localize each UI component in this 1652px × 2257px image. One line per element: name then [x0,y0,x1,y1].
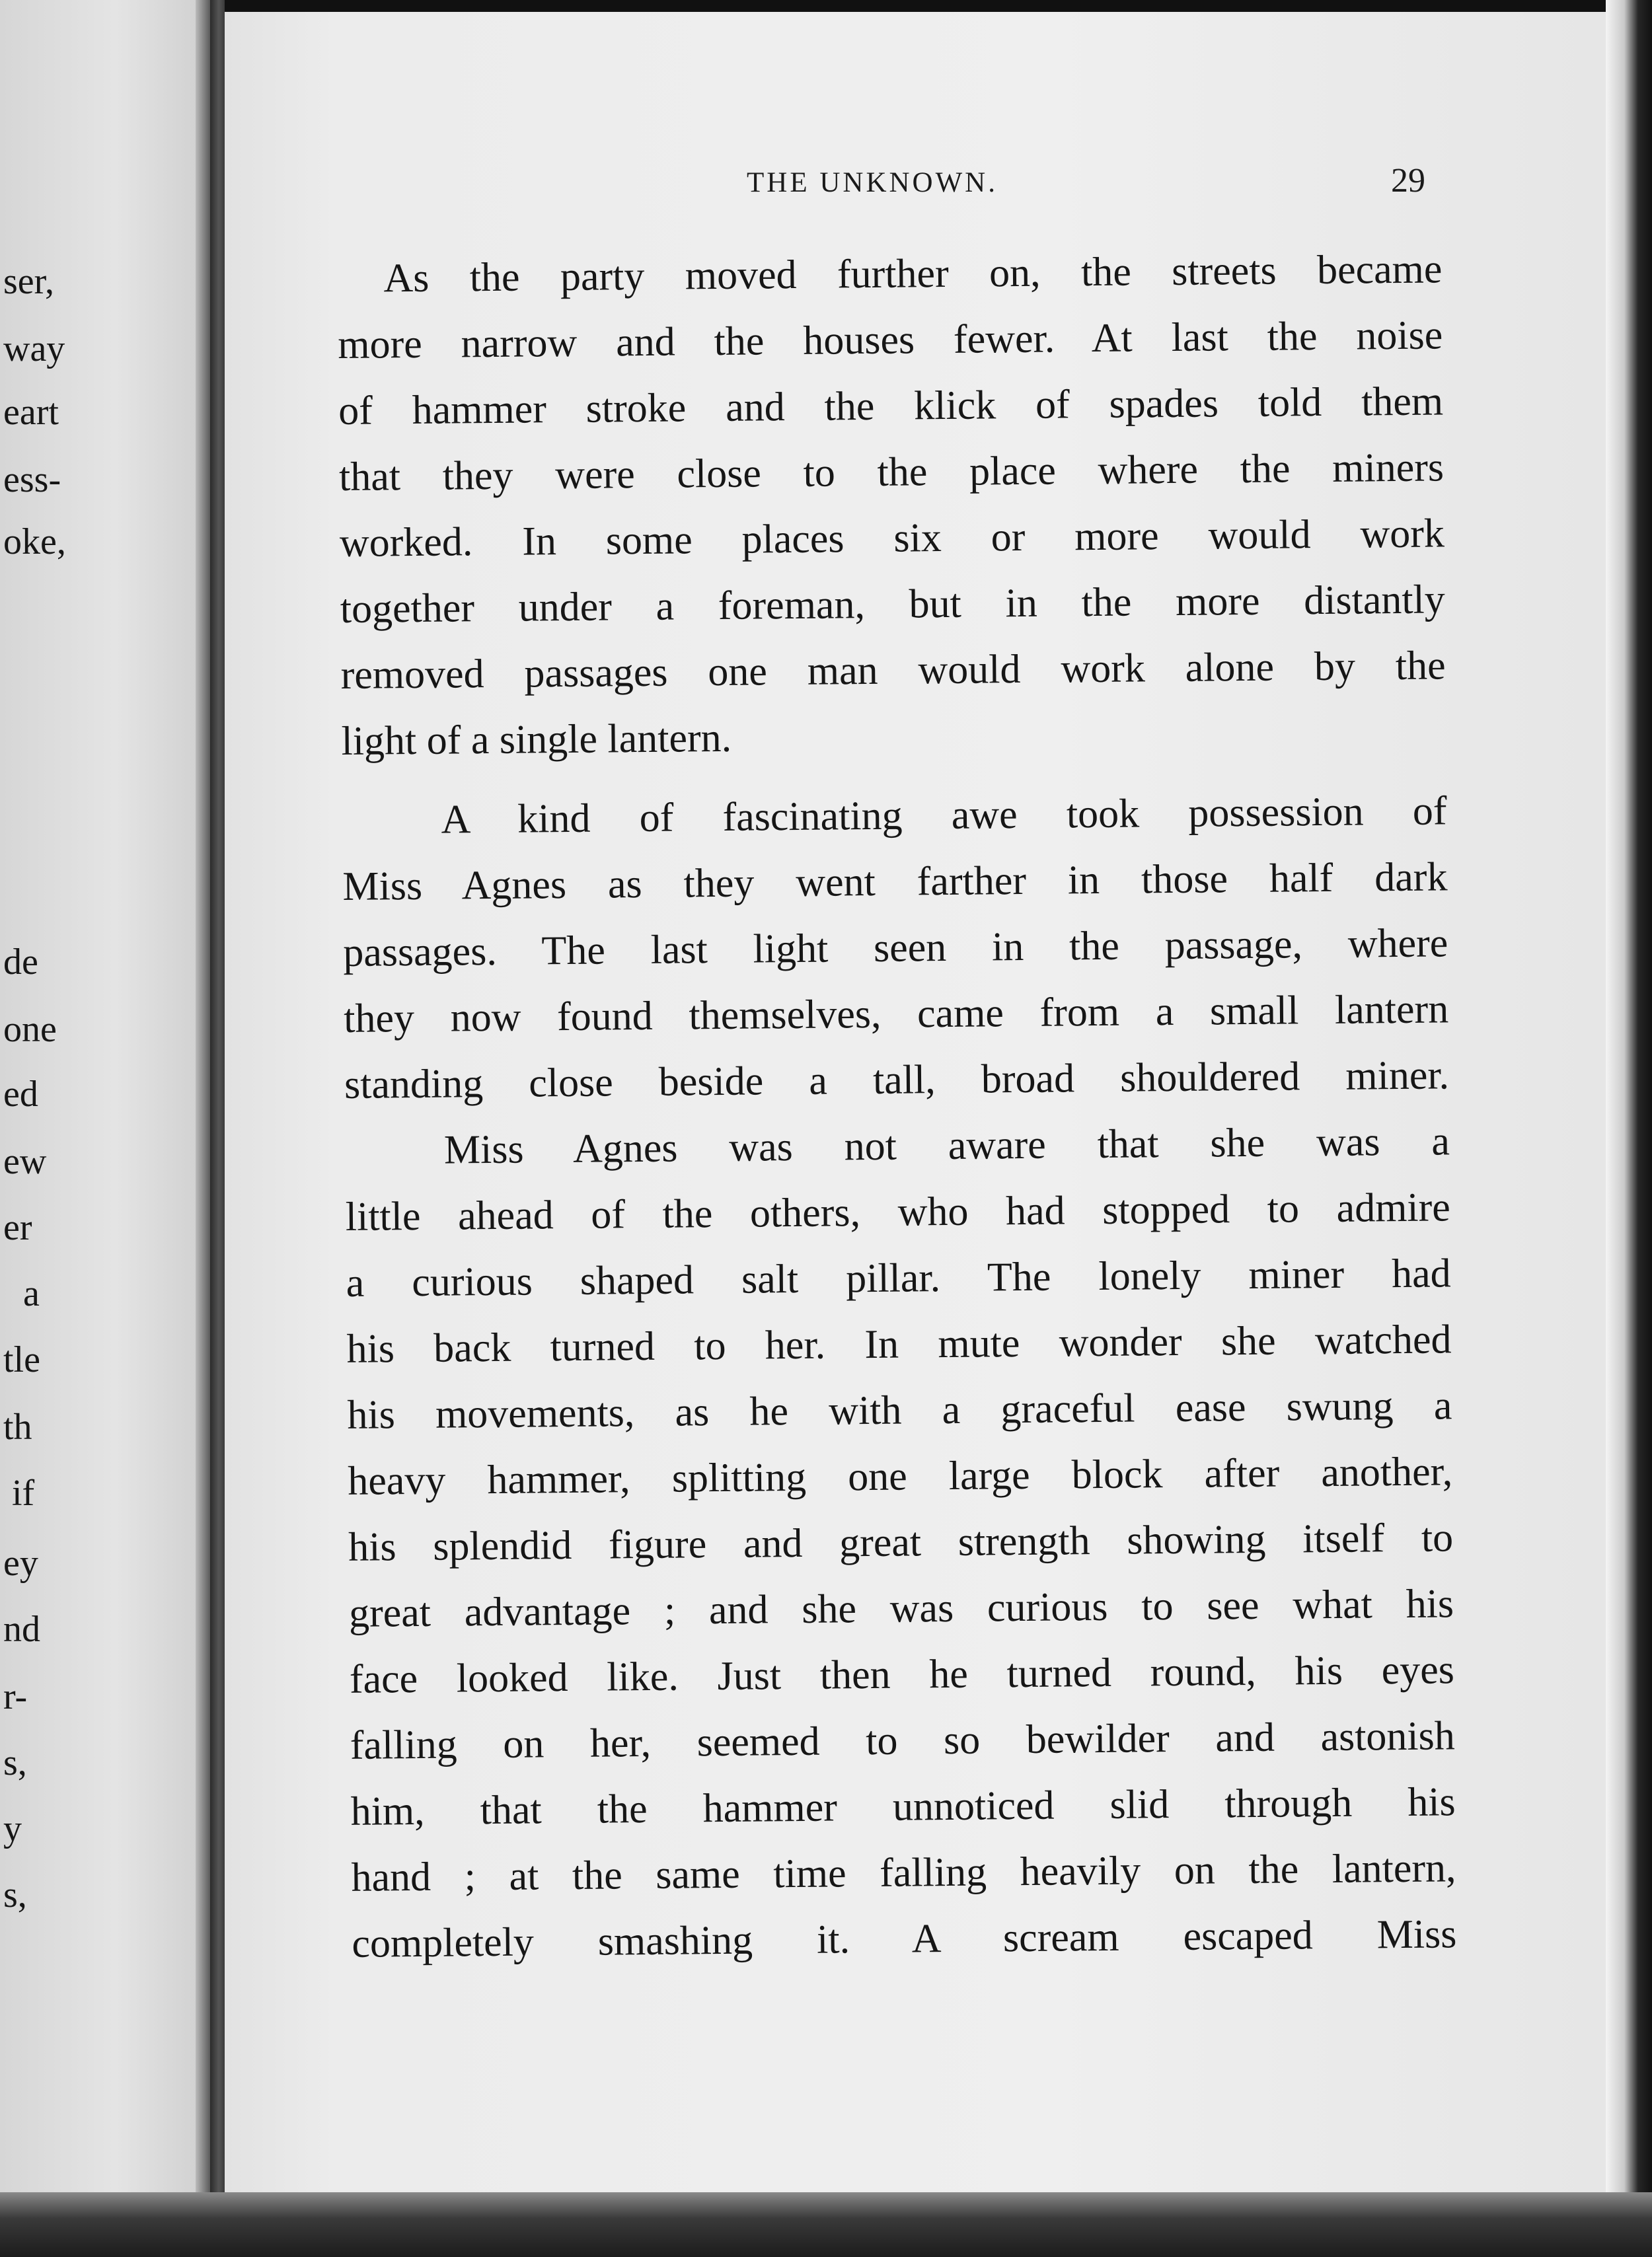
left-page-fragment: eart [3,392,59,433]
left-page-fragment: de [3,942,38,982]
right-page-edge [1606,0,1652,2257]
text-line: his movements, as he with a graceful ease swung a [347,1383,1452,1438]
book-bottom-edge [0,2192,1652,2257]
text-line: Miss Agnes as they went farther in those half dark [342,854,1448,909]
text-line: As the party moved further on, the streets became [383,246,1443,301]
left-page-fragment: oke, [3,521,66,562]
paragraph [342,778,1449,1118]
left-page-fragment: way [3,328,65,369]
text-line: that they were close to the place where the miners [338,445,1445,500]
text-line: light of a single lantern. [341,715,732,764]
text-line: standing close beside a tall, broad shouldered miner. [344,1053,1450,1107]
left-page-edge [196,0,210,2257]
left-page-fragment: nd [3,1609,40,1650]
text-line: falling on her, seemed to so bewilder and astonish [350,1713,1456,1768]
text-line: Miss Agnes was not aware that she was a [443,1119,1450,1173]
left-page-fragment: er [3,1207,32,1248]
left-page-fragment: s, [3,1874,27,1915]
text-line: his back turned to her. In mute wonder she watched [346,1317,1452,1372]
left-page-fragment: s, [3,1742,27,1783]
left-page-fragment: ey [3,1543,38,1584]
text-line: hand ; at the same time falling heavily on the lantern, [351,1845,1456,1900]
left-page-fragment: r- [3,1676,28,1717]
text-line: great advantage ; and she was curious to see what his [348,1581,1454,1636]
text-line: him, that the hammer unnoticed slid through his [350,1779,1456,1834]
text-line: heavy hammer, splitting one large block after another, [348,1449,1453,1504]
left-page-fragment: one [3,1009,57,1050]
running-header: THE UNKNOWN. [747,167,998,198]
text-line: completely smashing it. A scream escaped Miss [352,1911,1457,1966]
text-line: passages. The last light seen in the passage, where [343,920,1448,975]
page-number: 29 [1391,162,1425,200]
text-line: little ahead of the others, who had stopped to admire [345,1185,1451,1240]
left-page-fragment: y [3,1808,22,1849]
left-page-fragment: ew [3,1141,47,1182]
left-page-fragment: ess- [3,459,61,500]
paragraph [345,1108,1457,1977]
left-page-fragment: if [12,1473,35,1514]
text-line: A kind of fascinating awe took possession of [441,788,1447,842]
paragraph [337,236,1446,774]
left-page [0,0,210,2257]
text-line: together under a foreman, but in the more distantly [340,577,1446,632]
text-line: they now found themselves, came from a small lantern [343,986,1449,1041]
left-page-fragment: ed [3,1074,38,1115]
text-line: his splendid figure and great strength showing itself to [348,1515,1454,1570]
text-line: a curious shaped salt pillar. The lonely miner had [346,1251,1451,1306]
left-page-fragment: th [3,1407,32,1448]
text-line: worked. In some places six or more would work [339,511,1445,566]
text-line: removed passages one man would work alone by the [340,643,1446,698]
book-gutter [210,0,225,2257]
text-line: face looked like. Just then he turned round, his eyes [349,1647,1455,1702]
body-text [337,236,1457,1976]
left-page-fragment: a [23,1273,40,1314]
left-page-fragment: ser, [3,261,55,302]
text-line: of hammer stroke and the klick of spades told them [338,379,1444,433]
text-line: more narrow and the houses fewer. At last the noise [338,313,1443,367]
left-page-fragment: tle [3,1339,40,1380]
